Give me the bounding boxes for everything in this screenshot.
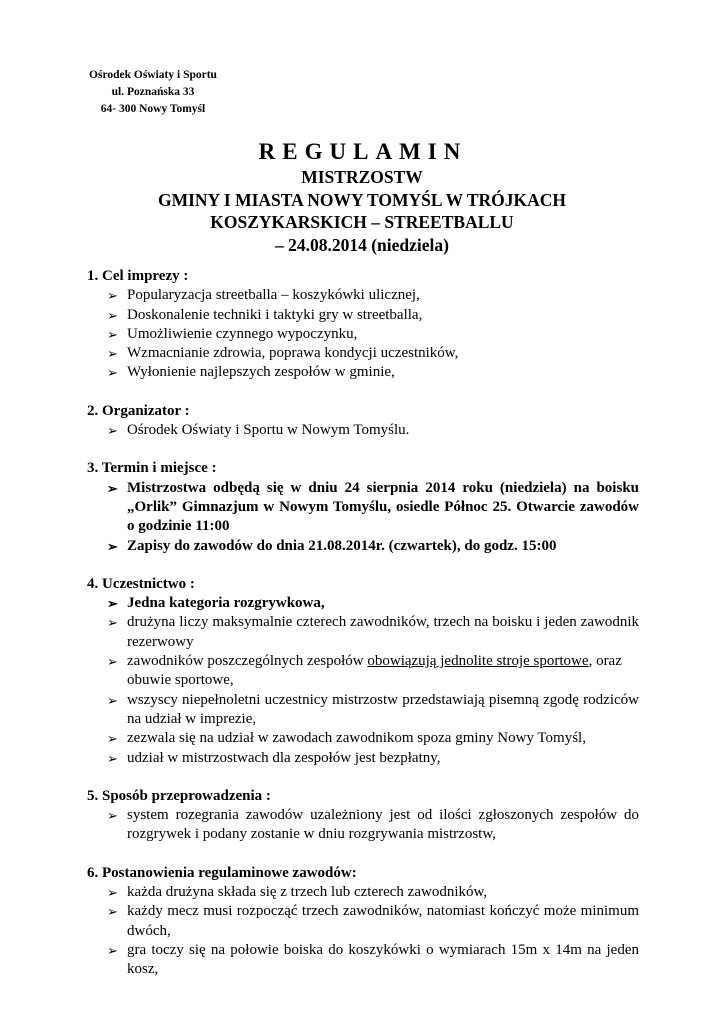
arrow-bullet-icon: ➢: [107, 538, 118, 554]
arrow-bullet-icon: ➢: [107, 480, 118, 496]
arrow-bullet-icon: ➢: [107, 423, 118, 439]
list-item: ➢ drużyna liczy maksymalnie czterech zawodników, trzech na boisku i jeden zawodnik rezerwowy: [107, 614, 639, 650]
list-item: ➢ Jedna kategoria rozgrywkowa,: [87, 594, 639, 613]
arrow-bullet-icon: ➢: [107, 904, 118, 920]
list-item: ➢ zawodników poszczególnych zespołów obowiązują jednolite stroje sportowe, oraz obuwie sportowe,: [107, 653, 622, 689]
bullet-list: [87, 883, 639, 979]
list-item: ➢ Mistrzostwa odbędą się w dniu 24 sierpnia 2014 roku (niedziela) na boisku „Orlik” Gimnazjum w Nowym Tomyślu, osiedle Północ 25. Otwarcie zawodów o godzinie 11:00: [107, 479, 639, 535]
arrow-bullet-icon: ➢: [107, 885, 118, 901]
section-title: 2. Organizator :: [87, 402, 190, 419]
header-line-1: MISTRZOSTW: [301, 167, 423, 187]
arrow-bullet-icon: ➢: [107, 808, 118, 824]
bullet-list: [87, 594, 639, 768]
section-date-place: [87, 459, 639, 555]
section-rules: [87, 864, 639, 980]
arrow-bullet-icon: ➢: [107, 654, 118, 670]
bullet-list: [87, 806, 639, 845]
section-title: 3. Termin i miejsce :: [87, 460, 217, 477]
arrow-bullet-icon: ➢: [107, 346, 118, 362]
section-procedure: [87, 787, 639, 845]
header-line-3: KOSZYKARSKICH – STREETBALLU: [210, 212, 514, 232]
regulation-body: [87, 267, 639, 999]
list-item: ➢ Wyłonienie najlepszych zespołów w gminie,: [87, 363, 639, 382]
arrow-bullet-icon: ➢: [107, 731, 118, 747]
arrow-bullet-icon: ➢: [107, 596, 118, 612]
address-line-1: Ośrodek Oświaty i Sportu: [89, 69, 217, 81]
arrow-bullet-icon: ➢: [107, 750, 118, 766]
section-title: 1. Cel imprezy :: [87, 268, 189, 284]
list-item: ➢ Umożliwienie czynnego wypoczynku,: [87, 325, 639, 344]
section-goal: [87, 267, 639, 383]
address-line-3: 64- 300 Nowy Tomyśl: [100, 103, 206, 115]
list-item: ➢ Wzmacnianie zdrowia, poprawa kondycji uczestników,: [87, 344, 639, 363]
address-line-2: ul. Poznańska 33: [111, 86, 195, 98]
arrow-bullet-icon: ➢: [107, 615, 118, 631]
arrow-bullet-icon: ➢: [107, 692, 118, 708]
list-item: ➢ każda drużyna składa się z trzech lub czterech zawodników,: [87, 883, 639, 902]
list-item: ➢ gra toczy się na połowie boiska do koszykówki o wymiarach 15m x 14m na jeden kosz,: [107, 941, 639, 978]
uniform-requirement: obowiązują jednolite stroje sportowe: [367, 653, 589, 670]
organizer-address: [82, 67, 224, 118]
list-item: ➢ wszyscy niepełnoletni uczestnicy mistrzostw przedstawiają pisemną zgodę rodziców na udział w imprezie,: [107, 691, 639, 727]
header-line-2: GMINY I MIASTA NOWY TOMYŚL W TRÓJKACH: [157, 189, 567, 210]
list-item: ➢ Zapisy do zawodów do dnia 21.08.2014r. (czwartek), do godz. 15:00: [87, 537, 639, 556]
list-item: ➢ udział w mistrzostwach dla zespołów jest bezpłatny,: [87, 749, 639, 768]
section-title: 6. Postanowienia regulaminowe zawodów:: [87, 864, 357, 881]
list-item: ➢ Doskonalenie techniki i taktyki gry w streetballa,: [87, 306, 639, 325]
list-item: ➢ każdy mecz musi rozpocząć trzech zawodników, natomiast kończyć może minimum dwóch,: [107, 903, 639, 939]
arrow-bullet-icon: ➢: [107, 942, 118, 958]
header-line-4: – 24.08.2014 (niedziela): [274, 234, 449, 255]
list-item: ➢ Popularyzacja streetballa – koszykówki ulicznej,: [87, 286, 639, 305]
document-title: REGULAMIN: [258, 139, 468, 164]
arrow-bullet-icon: ➢: [107, 288, 118, 304]
bullet-list: [87, 479, 639, 556]
list-item: ➢ zezwala się na udział w zawodach zawodnikom spoza gminy Nowy Tomyśl,: [87, 729, 639, 748]
section-participation: [87, 575, 639, 768]
arrow-bullet-icon: ➢: [107, 307, 118, 323]
arrow-bullet-icon: ➢: [107, 326, 118, 342]
bullet-list: [87, 421, 639, 440]
list-item: ➢ system rozegrania zawodów uzależniony jest od ilości zgłoszonych zespołów do rozgrywek i podany zostanie w dniu rozgrywania mistrzostw,: [107, 807, 639, 843]
list-item: ➢ Ośrodek Oświaty i Sportu w Nowym Tomyślu.: [87, 421, 639, 440]
document-header: [0, 138, 724, 256]
bullet-list: [87, 286, 639, 382]
arrow-bullet-icon: ➢: [107, 365, 118, 381]
section-title: 4. Uczestnictwo :: [87, 575, 195, 592]
section-organizer: [87, 402, 639, 441]
section-title: 5. Sposób przeprowadzenia :: [87, 787, 271, 804]
